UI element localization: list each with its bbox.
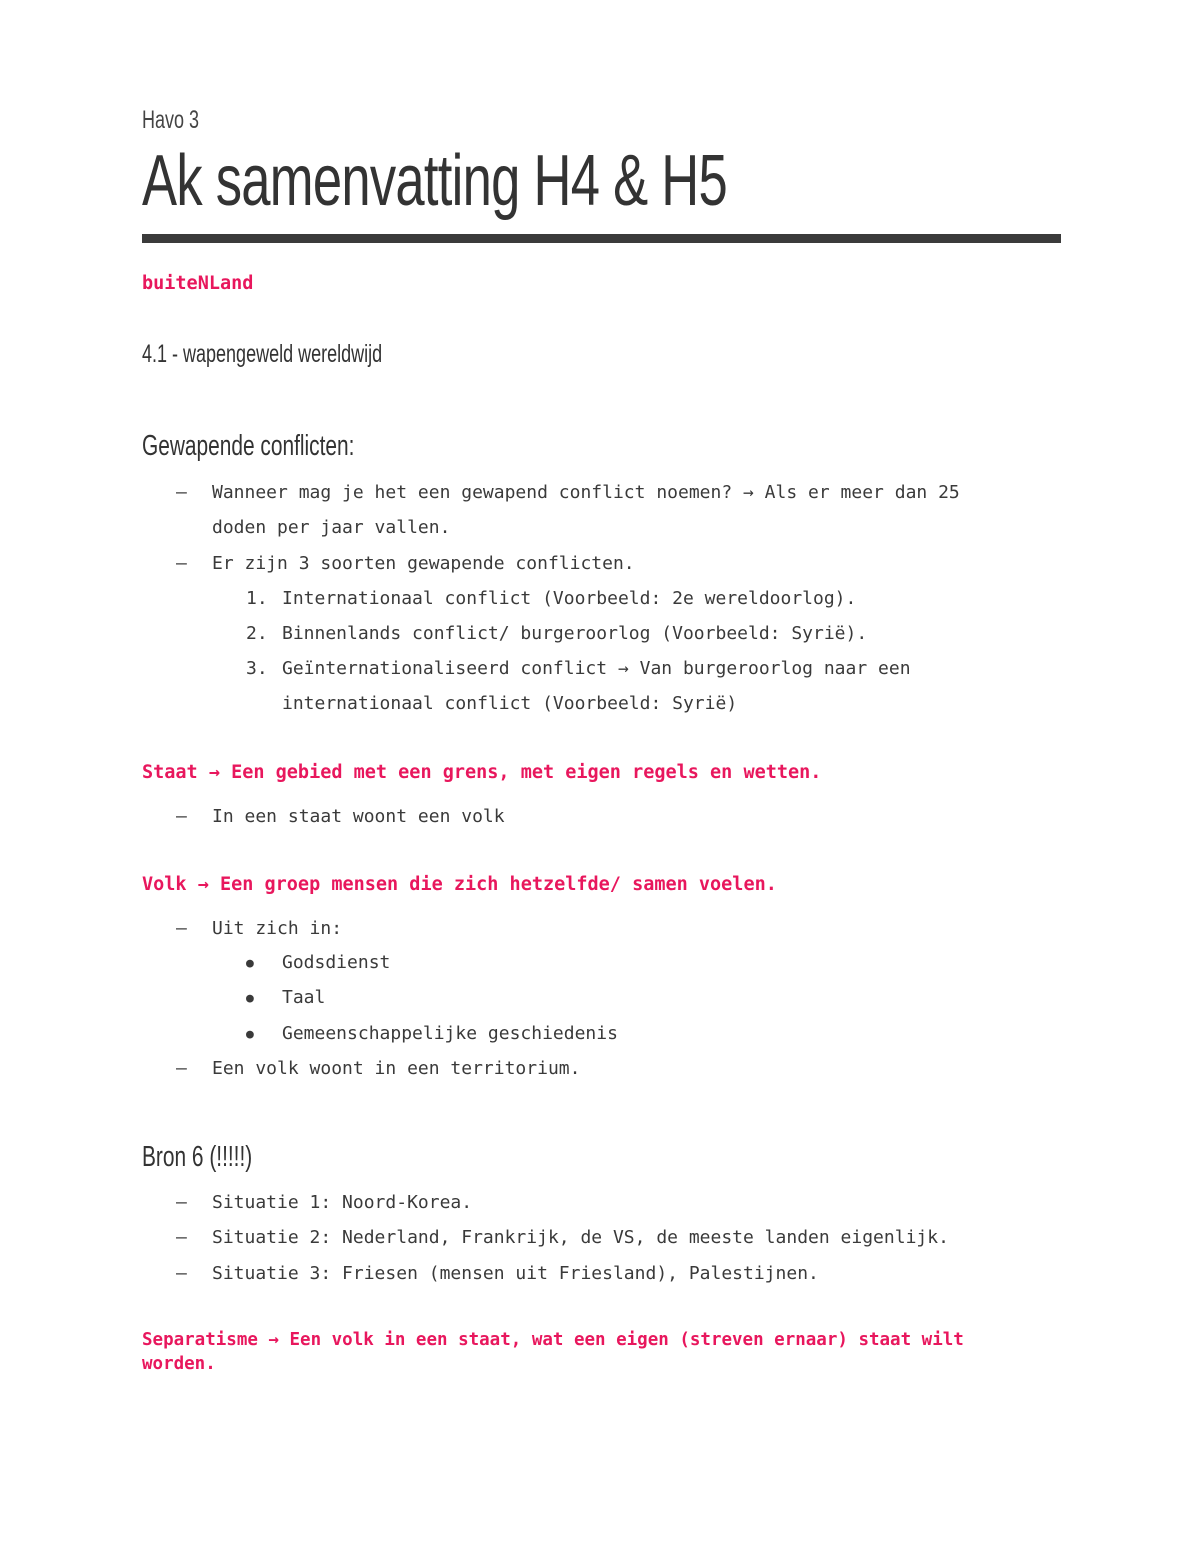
bullet-icon: ● [246,1027,254,1042]
staat-definition: Staat → Een gebied met een grens, met eigen regels en wetten. [142,762,822,783]
list-dash: – [176,1058,187,1079]
numbered-item: Binnenlands conflict/ burgeroorlog (Voorbeeld: Syrië). [282,623,868,644]
volk-definition: Volk → Een groep mensen die zich hetzelfde/ samen voelen. [142,874,777,895]
list-item: Een volk woont in een territorium. [212,1058,581,1079]
numbered-item: Internationaal conflict (Voorbeeld: 2e wereldoorlog). [282,588,857,609]
numbered-item-continued: internationaal conflict (Voorbeeld: Syrië) [282,693,738,714]
list-dash: – [176,1192,187,1213]
gewapende-heading: Gewapende conflicten: [142,430,355,462]
list-number: 2. [246,623,268,644]
subject-label: buiteNLand [142,273,254,294]
bullet-item: Gemeenschappelijke geschiedenis [282,1023,618,1044]
list-dash: – [176,553,187,574]
list-item: Situatie 3: Friesen (mensen uit Friesland), Palestijnen. [212,1263,819,1284]
bullet-icon: ● [246,956,254,971]
separatisme-definition-continued: worden. [142,1354,216,1374]
bron-heading: Bron 6 (!!!!!) [142,1141,253,1173]
list-item: Er zijn 3 soorten gewapende conflicten. [212,553,635,574]
pre-title: Havo 3 [142,106,200,134]
bullet-icon: ● [246,991,254,1006]
bullet-item: Godsdienst [282,952,391,973]
list-item: Uit zich in: [212,918,343,939]
list-item: Wanneer mag je het een gewapend conflict noemen? → Als er meer dan 25 [212,482,960,503]
list-dash: – [176,918,187,939]
list-dash: – [176,482,187,503]
bullet-item: Taal [282,987,326,1008]
separatisme-definition: Separatisme → Een volk in een staat, wat een eigen (streven ernaar) staat wilt [142,1330,964,1350]
numbered-item: Geïnternationaliseerd conflict → Van burgeroorlog naar een [282,658,911,679]
list-number: 1. [246,588,268,609]
list-item: Situatie 1: Noord-Korea. [212,1192,473,1213]
title-divider [142,234,1061,243]
list-dash: – [176,1263,187,1284]
list-item-continued: doden per jaar vallen. [212,517,451,538]
list-dash: – [176,1227,187,1248]
list-item: In een staat woont een volk [212,806,505,827]
list-item: Situatie 2: Nederland, Frankrijk, de VS, de meeste landen eigenlijk. [212,1227,949,1248]
list-number: 3. [246,658,268,679]
list-dash: – [176,806,187,827]
section-heading: 4.1 - wapengeweld wereldwijd [142,340,383,368]
document-title: Ak samenvatting H4 & H5 [142,141,728,221]
